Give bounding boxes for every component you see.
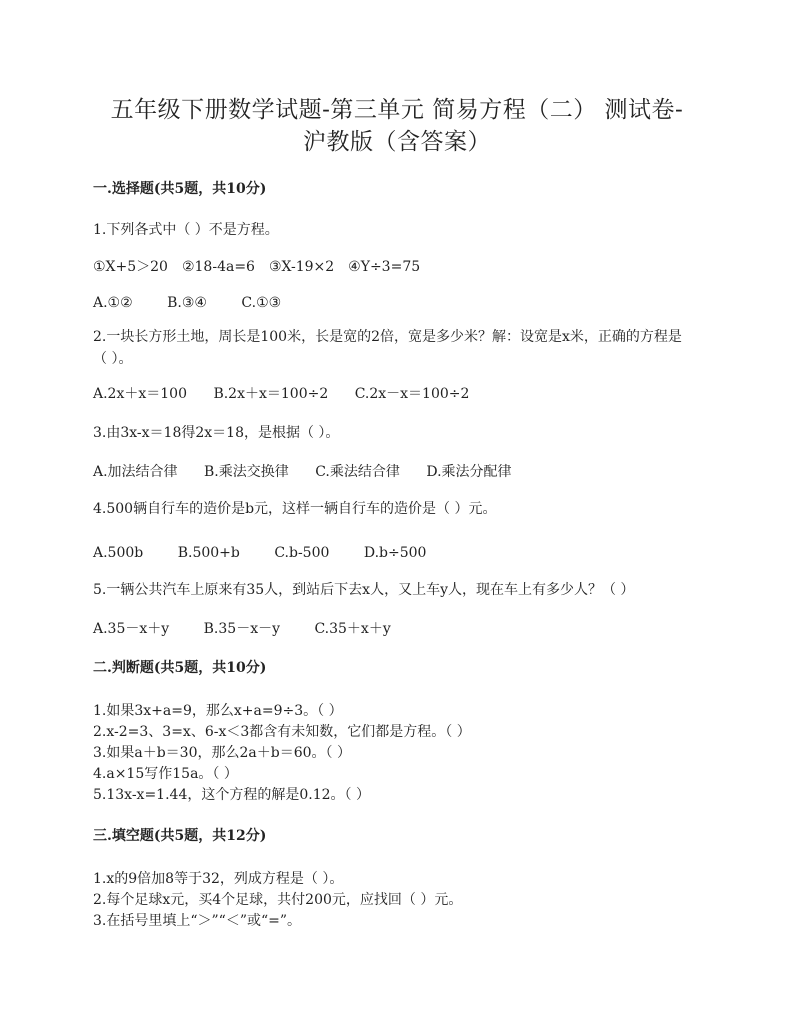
question-1-5-stem: 5.一辆公共汽车上原来有35人，到站后下去x人，又上车y人，现在车上有多少人？（ ） bbox=[93, 582, 635, 598]
judgement-item-3: 3.如果a＋b＝30，那么2a＋b＝60。（ ） bbox=[93, 745, 351, 761]
section-3-header: 三.填空题(共5题，共12分) bbox=[93, 828, 267, 844]
judgement-item-5: 5.13x-x=1.44，这个方程的解是0.12。（ ） bbox=[93, 787, 370, 803]
option-d: D.b÷500 bbox=[363, 545, 427, 561]
question-1-3-options bbox=[93, 463, 512, 481]
title-line-1: 五年级下册数学试题-第三单元 简易方程（二） 测试卷- bbox=[110, 97, 684, 123]
option-c: C.①③ bbox=[241, 295, 282, 311]
option-d: D.乘法分配律 bbox=[426, 464, 512, 480]
judgement-list bbox=[93, 701, 471, 806]
option-a: A.2x＋x＝100 bbox=[93, 386, 187, 402]
question-1-2-stem: 2.一块长方形土地，周长是100米，长是宽的2倍，宽是多少米？解：设宽是x米，正确的方程是（ ）。 bbox=[93, 329, 682, 367]
option-c: C.b-500 bbox=[274, 545, 330, 561]
section-2-header: 二.判断题(共5题，共10分) bbox=[93, 660, 267, 676]
section-1-header: 一.选择题(共5题，共10分) bbox=[93, 181, 267, 197]
judgement-item-2: 2.x-2=3、3=x、6-x＜3都含有未知数，它们都是方程。（ ） bbox=[93, 724, 471, 740]
question-1-4-stem: 4.500辆自行车的造价是b元，这样一辆自行车的造价是（ ）元。 bbox=[93, 501, 497, 517]
fill-blank-list bbox=[93, 869, 462, 932]
title-line-2: 沪教版（含答案） bbox=[303, 129, 491, 155]
option-b: B.乘法交换律 bbox=[204, 464, 289, 480]
option-a: A.加法结合律 bbox=[93, 464, 178, 480]
question-1-1-items: ①X+5＞20 ②18-4a=6 ③X-19×2 ④Y÷3=75 bbox=[93, 259, 421, 275]
fill-blank-item-3: 3.在括号里填上“＞”“＜”或“=”。 bbox=[93, 913, 302, 929]
option-a: A.①② bbox=[93, 295, 133, 311]
option-c: C.35＋x＋y bbox=[314, 621, 391, 637]
question-1-1-stem: 1.下列各式中（ ）不是方程。 bbox=[93, 222, 279, 238]
page-title bbox=[60, 94, 734, 158]
question-1-4-options bbox=[93, 544, 426, 562]
question-1-5-options bbox=[93, 620, 391, 638]
judgement-item-1: 1.如果3x+a=9，那么x+a=9÷3。（ ） bbox=[93, 703, 343, 719]
option-b: B.500+b bbox=[177, 545, 240, 561]
option-c: C.乘法结合律 bbox=[315, 464, 400, 480]
option-a: A.35－x＋y bbox=[93, 621, 170, 637]
fill-blank-item-1: 1.x的9倍加8等于32，列成方程是（ ）。 bbox=[93, 871, 344, 887]
option-b: B.③④ bbox=[167, 295, 207, 311]
fill-blank-item-2: 2.每个足球x元，买4个足球，共付200元，应找回（ ）元。 bbox=[93, 892, 463, 908]
question-1-3-stem: 3.由3x-x＝18得2x＝18，是根据（ ）。 bbox=[93, 425, 340, 441]
option-c: C.2x－x＝100÷2 bbox=[354, 386, 470, 402]
option-a: A.500b bbox=[93, 545, 144, 561]
judgement-item-4: 4.a×15写作15a。（ ） bbox=[93, 766, 238, 782]
option-b: B.2x＋x＝100÷2 bbox=[213, 386, 329, 402]
option-b: B.35－x－y bbox=[203, 621, 280, 637]
question-1-2-options bbox=[93, 385, 469, 403]
question-1-1-options bbox=[93, 294, 281, 312]
